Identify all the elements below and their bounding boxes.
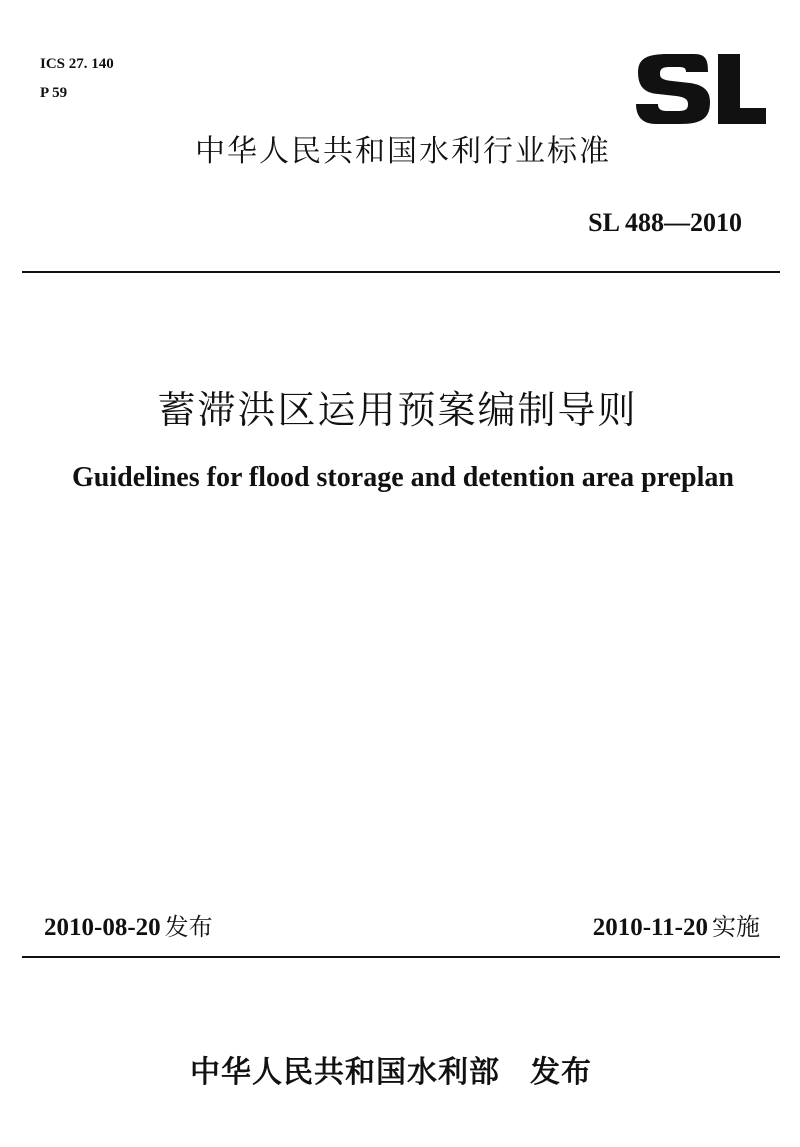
sl-logo [634, 50, 768, 128]
publisher-name: 中华人民共和国水利部 [190, 1055, 500, 1090]
issue-date [44, 909, 213, 946]
standard-number: SL 488—2010 [588, 208, 742, 237]
ccs-code: P 59 [40, 85, 68, 101]
issue-date-label: 发布 [164, 913, 213, 941]
ics-code: ICS 27. 140 [40, 56, 114, 72]
document-title-english: Guidelines for flood storage and detention area preplan [72, 462, 734, 493]
bottom-divider [22, 956, 780, 958]
top-divider [22, 271, 780, 273]
issue-date-value: 2010-08-20 [44, 914, 161, 941]
implementation-date-label: 实施 [712, 913, 760, 941]
implementation-date [593, 909, 760, 946]
logo-letter-s [636, 54, 710, 124]
publisher [190, 1051, 592, 1095]
industry-standard-title: 中华人民共和国水利行业标准 [195, 134, 611, 169]
logo-letter-l [718, 54, 766, 124]
document-title-chinese: 蓄滞洪区运用预案编制导则 [157, 388, 638, 432]
implementation-date-value: 2010-11-20 [592, 914, 708, 941]
publish-label: 发布 [530, 1055, 592, 1090]
